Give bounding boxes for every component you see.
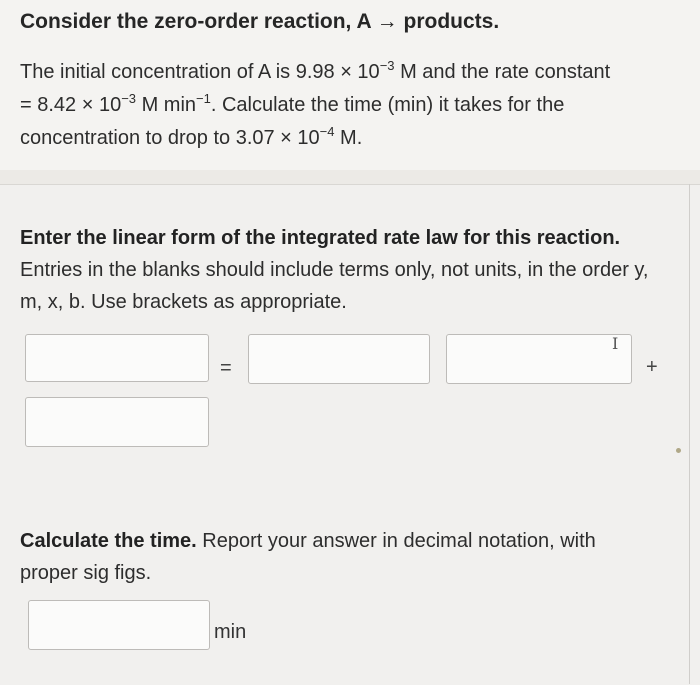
panel-edge	[689, 184, 690, 684]
question-text-segment: M and the rate constant	[394, 61, 611, 83]
question-text-segment: . Calculate the time (min) it takes for the	[210, 94, 565, 116]
question-text-segment: The initial concentration of A is 9.98 × 10	[20, 61, 380, 83]
b-term-input[interactable]	[25, 397, 209, 447]
exponent: −4	[319, 124, 335, 139]
question-text-segment: concentration to drop to 3.07 × 10	[20, 127, 320, 149]
time-instructions	[20, 525, 640, 589]
instruction-bold: Enter the linear form of the integrated rate law for this reaction.	[20, 227, 621, 249]
question-line-3	[20, 124, 363, 149]
screen-speck	[676, 448, 681, 453]
question-line-2	[20, 91, 565, 116]
question-text	[20, 56, 680, 155]
question-text-segment: M.	[334, 127, 363, 149]
rate-law-instructions	[20, 222, 660, 318]
question-line-1	[20, 58, 611, 83]
plus-sign: +	[646, 356, 658, 378]
exponent: −3	[379, 58, 395, 73]
question-title: Consider the zero-order reaction, A → products.	[20, 10, 500, 33]
unit-label: min	[214, 621, 247, 643]
question-text-segment: = 8.42 × 10	[20, 94, 122, 116]
x-term-input[interactable]	[446, 334, 632, 384]
exponent: −3	[121, 91, 137, 106]
instruction-bold: Calculate the time.	[20, 530, 197, 552]
instruction-text: Report your answer in decimal notation, with proper sig figs.	[20, 530, 596, 584]
y-term-input[interactable]	[25, 334, 209, 382]
instruction-text: Entries in the blanks should include terms only, not units, in the order y, m, x, b. Use brackets as appropriate.	[20, 259, 649, 313]
question-text-segment: M min	[136, 94, 197, 116]
equals-sign: =	[220, 357, 232, 379]
exponent: −1	[196, 91, 211, 106]
time-answer-input[interactable]	[28, 600, 210, 650]
text-cursor-icon: I	[612, 334, 619, 353]
m-term-input[interactable]	[248, 334, 430, 384]
